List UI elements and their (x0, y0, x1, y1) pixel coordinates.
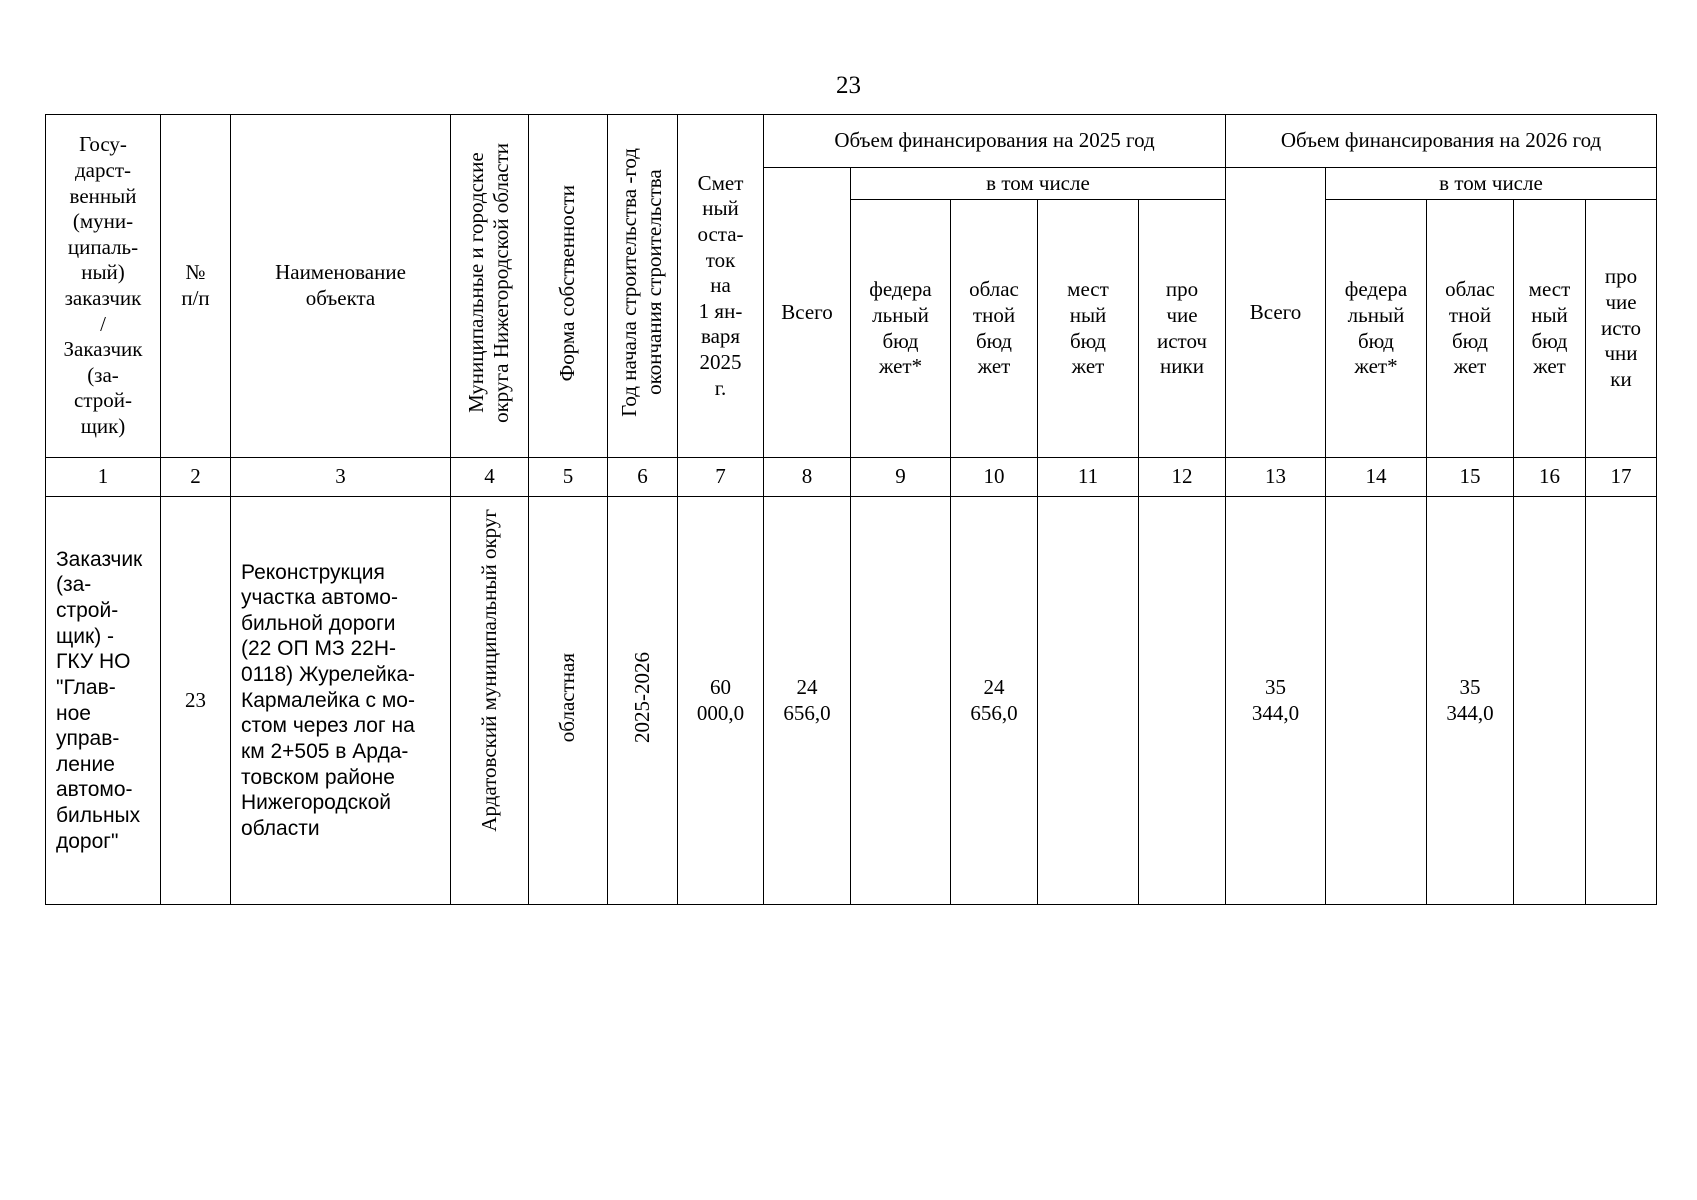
column-number: 5 (529, 458, 608, 497)
column-number: 1 (46, 458, 161, 497)
header-ownership-form: Форма собственности (529, 115, 608, 458)
page-number: 23 (836, 72, 861, 99)
cell-regional-2026: 35 344,0 (1427, 497, 1514, 905)
column-number: 13 (1226, 458, 1326, 497)
cell-federal-2025 (851, 497, 951, 905)
cell-federal-2026 (1326, 497, 1427, 905)
column-number: 10 (951, 458, 1038, 497)
header-estimate-balance: Смет ный оста- ток на 1 ян- варя 2025 г. (678, 115, 764, 458)
column-number: 16 (1514, 458, 1586, 497)
cell-customer: Заказчик (за- строй- щик) - ГКУ НО "Глав- ное управ- ление автомо- бильных дорог" (46, 497, 161, 905)
cell-number: 23 (161, 497, 231, 905)
cell-regional-2025: 24 656,0 (951, 497, 1038, 905)
header-including-2026: в том числе (1326, 168, 1657, 200)
column-number: 6 (608, 458, 678, 497)
header-construction-years: Год начала строительства -год окончания строительства (608, 115, 678, 458)
cell-object-name: Реконструкция участка автомо- бильной дороги (22 ОП МЗ 22Н- 0118) Журелейка- Кармалейка с мо- стом через лог на км 2+505 в Арда- товском районе Нижегородской области (231, 497, 451, 905)
header-customer: Госу- дарст- венный (муни- ципаль- ный) заказчик / Заказчик (за- строй- щик) (46, 115, 161, 458)
cell-local-2025 (1038, 497, 1139, 905)
cell-other-2025 (1139, 497, 1226, 905)
cell-total-2025: 24 656,0 (764, 497, 851, 905)
header-municipal-district: Муниципальные и городские округа Нижегородской области (451, 115, 529, 458)
table-row (46, 497, 1657, 905)
header-total-2025: Всего (764, 168, 851, 458)
column-number: 11 (1038, 458, 1139, 497)
column-number: 12 (1139, 458, 1226, 497)
header-local-2025: мест ный бюд жет (1038, 200, 1139, 458)
header-financing-2026: Объем финансирования на 2026 год (1226, 115, 1657, 168)
cell-local-2026 (1514, 497, 1586, 905)
header-number: № п/п (161, 115, 231, 458)
column-number: 7 (678, 458, 764, 497)
column-number: 8 (764, 458, 851, 497)
cell-construction-years: 2025-2026 (608, 497, 678, 905)
cell-municipal-district: Ардатовский муниципальный округ (451, 497, 529, 905)
header-total-2026: Всего (1226, 168, 1326, 458)
column-number: 14 (1326, 458, 1427, 497)
financing-table (45, 114, 1657, 905)
column-number-row (46, 458, 1657, 497)
cell-ownership-form: областная (529, 497, 608, 905)
header-other-2025: про чие источ ники (1139, 200, 1226, 458)
header-financing-2025: Объем финансирования на 2025 год (764, 115, 1226, 168)
cell-estimate-balance: 60 000,0 (678, 497, 764, 905)
header-regional-2026: облас тной бюд жет (1427, 200, 1514, 458)
cell-total-2026: 35 344,0 (1226, 497, 1326, 905)
column-number: 17 (1586, 458, 1657, 497)
header-regional-2025: облас тной бюд жет (951, 200, 1038, 458)
column-number: 3 (231, 458, 451, 497)
header-other-2026: про чие исто чни ки (1586, 200, 1657, 458)
header-including-2025: в том числе (851, 168, 1226, 200)
header-federal-2025: федера льный бюд жет* (851, 200, 951, 458)
cell-other-2026 (1586, 497, 1657, 905)
header-federal-2026: федера льный бюд жет* (1326, 200, 1427, 458)
column-number: 9 (851, 458, 951, 497)
header-object-name: Наименование объекта (231, 115, 451, 458)
column-number: 4 (451, 458, 529, 497)
column-number: 2 (161, 458, 231, 497)
column-number: 15 (1427, 458, 1514, 497)
header-local-2026: мест ный бюд жет (1514, 200, 1586, 458)
